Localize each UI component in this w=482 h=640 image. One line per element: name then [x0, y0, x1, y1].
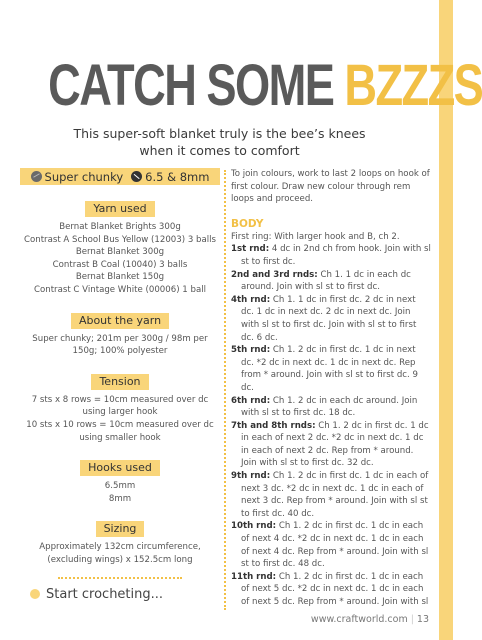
round-text: Ch 1. 1 dc in each dc around. Join with sl st to first dc. [241, 269, 411, 293]
title-part-2: BZZZS [344, 53, 482, 118]
section-line: Contrast A School Bus Yellow (12003) 3 balls [23, 234, 216, 245]
section-line: 150g; 100% polyester [72, 346, 168, 357]
sizing-section [20, 517, 220, 566]
hook-size-label: 6.5 & 8mm [145, 169, 210, 184]
section-line: Bernat Blanket 150g [75, 272, 165, 283]
round-text: Ch 1. 2 dc in first dc. 1 dc in each of next 4 dc. *2 dc in next dc. 1 dc in each of next 4 dc. Rep from * around. Join with sl st to first dc. 48 dc. [241, 521, 429, 570]
section-line: Super chunky; 201m per 300g / 98m per [32, 333, 208, 344]
first-ring: First ring: With larger hook and B, ch 2. [231, 231, 400, 242]
section-body [20, 480, 220, 505]
round-label: 7th and 8th rnds: [231, 420, 316, 431]
round-text: Ch 1. 2 dc in first dc. 1 dc in each of next 5 dc. *2 dc in next dc. 1 dc in each of next 5 dc. Rep from * around. Join with sl [241, 571, 429, 607]
section-label: Hooks used [80, 460, 160, 476]
round-label: 6th rnd: [231, 395, 271, 406]
round-label: 2nd and 3rd rnds: [231, 269, 318, 280]
section-line: (excluding wings) x 152.5cm long [47, 554, 193, 565]
section-label: Sizing [96, 521, 145, 537]
subtitle-line: This super-soft blanket truly is the bee’s knees [73, 126, 366, 141]
crochet-hook-icon [131, 171, 142, 182]
round-instruction [231, 470, 431, 520]
round-instruction [231, 520, 431, 570]
intro-text: To join colours, work to last 2 loops on hook of first colour. Draw new colour through rem loops and proceed. [231, 169, 430, 205]
round-instruction [231, 571, 431, 609]
round-instruction [231, 420, 431, 470]
round-instruction [231, 344, 431, 394]
section-heading: BODY [231, 217, 264, 230]
section-line: Bernat Blanket Brights 300g [59, 222, 181, 232]
section-label: Tension [91, 374, 148, 390]
dotted-separator [58, 577, 182, 579]
subtitle [0, 125, 439, 159]
bullet-dot-icon [30, 589, 40, 599]
yarn-used-section [20, 197, 220, 297]
page-number: 13 [416, 614, 429, 625]
section-line: Bernat Blanket 300g [75, 247, 165, 258]
section-line: Approximately 132cm circumference, [39, 542, 201, 553]
round-text: Ch 1. 2 dc in each dc around. Join with sl st to first dc. 18 dc. [241, 395, 418, 419]
round-instruction [231, 395, 431, 420]
section-line: using larger hook [82, 407, 158, 418]
section-line: 8mm [108, 493, 132, 504]
section-label: About the yarn [71, 313, 169, 329]
section-body [20, 221, 220, 297]
round-instruction [231, 294, 431, 344]
round-label: 11th rnd: [231, 571, 277, 582]
section-body [20, 394, 220, 444]
left-column [20, 168, 220, 602]
hook-size [131, 170, 209, 184]
round-text: Ch 1. 2 dc in first dc. 1 dc in each of next 3 dc. *2 dc in next dc. 1 dc in each of next 3 dc. Rep from * around. Join with sl st to first dc. 40 dc. [241, 471, 429, 519]
section-line: 6.5mm [104, 481, 136, 492]
title-part-1: CATCH SOME [48, 53, 345, 118]
round-text: Ch 1. 2 dc in first dc. 1 dc in each of next 2 dc. *2 dc in next dc. 1 dc in each of next 2 dc. Rep from * around. Join with sl st to first dc. 32 dc. [241, 420, 429, 469]
round-instruction [231, 269, 431, 294]
page-footer [311, 614, 429, 625]
round-text: Ch 1. 2 dc in first dc. 1 dc in next dc. *2 dc in next dc. 1 dc in next dc. Rep from * around. Join with sl st to first dc. 9 dc. [241, 345, 418, 393]
start-label: Start crocheting... [46, 586, 164, 602]
spec-bar [20, 168, 220, 185]
yarn-weight [31, 170, 124, 184]
section-label: Yarn used [85, 201, 154, 217]
section-line: using smaller hook [79, 432, 161, 443]
round-instruction [231, 243, 431, 268]
section-line: Contrast B Coal (10040) 3 balls [52, 259, 188, 270]
subtitle-line: when it comes to comfort [139, 143, 300, 158]
round-label: 1st rnd: [231, 244, 270, 255]
tension-section [20, 370, 220, 444]
round-text: 4 dc in 2nd ch from hook. Join with sl st to first dc. [241, 244, 431, 267]
start-crocheting [20, 587, 220, 602]
section-body [20, 541, 220, 566]
round-label: 4th rnd: [231, 294, 271, 305]
section-line: 10 sts x 10 rows = 10cm measured over dc [26, 419, 214, 430]
about-yarn-section [20, 309, 220, 358]
round-label: 10th rnd: [231, 521, 277, 532]
pattern-column [231, 168, 431, 609]
footer-url[interactable]: www.craftworld.com [310, 614, 408, 625]
page-title [48, 53, 482, 118]
yarn-ball-icon [31, 171, 42, 182]
yarn-weight-label: Super chunky [44, 169, 124, 184]
section-line: 7 sts x 8 rows = 10cm measured over dc [31, 394, 209, 405]
footer-separator: | [410, 614, 414, 625]
round-label: 5th rnd: [231, 345, 271, 356]
hooks-used-section [20, 456, 220, 505]
section-line: Contrast C Vintage White (00006) 1 ball [33, 284, 206, 295]
round-label: 9th rnd: [231, 471, 271, 482]
column-divider [224, 170, 226, 610]
round-text: Ch 1. 1 dc in first dc. 2 dc in next dc. 1 dc in next dc. 2 dc in next dc. Join with sl st to first dc. Join with sl st to first dc. 6 dc. [241, 294, 417, 343]
section-body [20, 333, 220, 358]
